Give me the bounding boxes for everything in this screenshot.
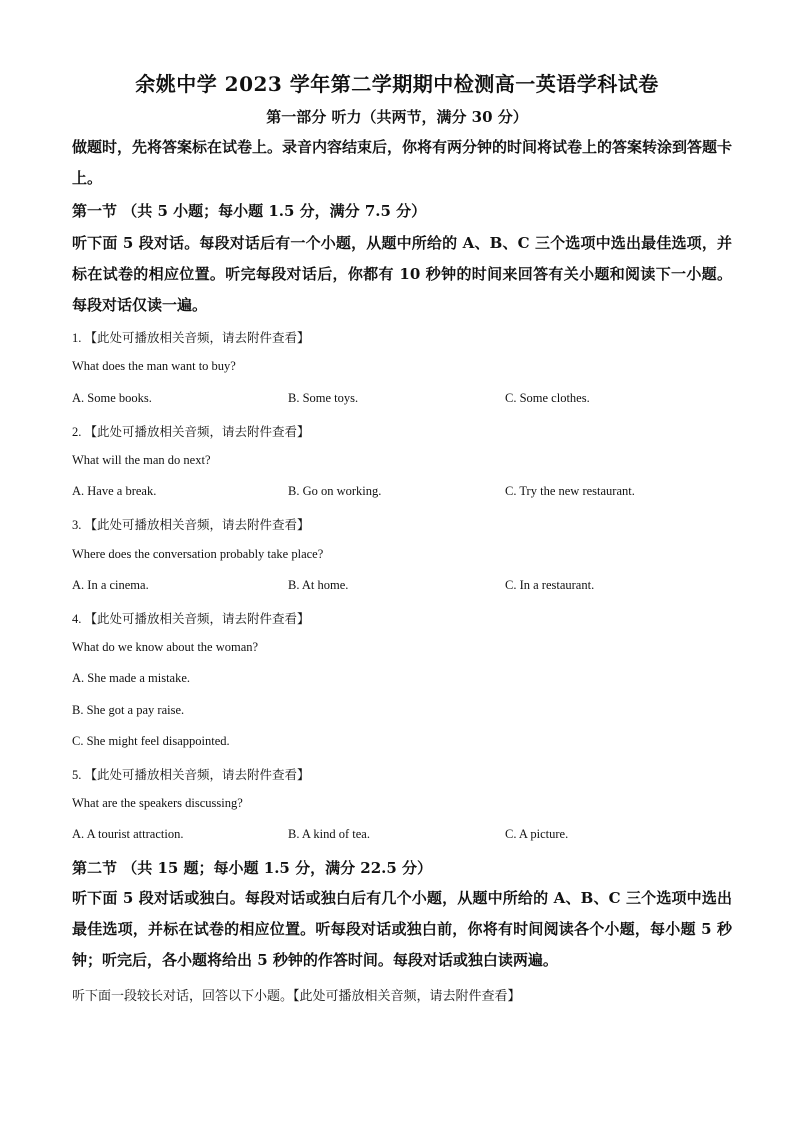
section2-heading: 第二节 （共 15 题；每小题 1.5 分，满分 22.5 分） (72, 859, 433, 877)
q2-option-c: C. Try the new restaurant. (505, 484, 635, 498)
q3-option-b: B. At home. (288, 578, 349, 592)
q5-option-a: A. A tourist attraction. (72, 827, 184, 841)
audio-placeholder[interactable]: 【此处可播放相关音频，请去附件查看】 (84, 517, 310, 532)
question-3-audio[interactable] (72, 515, 310, 533)
question-number: 1. (72, 331, 82, 345)
question-1-audio[interactable] (72, 328, 310, 346)
section2-audio-note[interactable]: 听下面一段较长对话，回答以下小题。【此处可播放相关音频，请去附件查看】 (72, 989, 521, 1004)
q4-option-b: B. She got a pay raise. (72, 703, 185, 717)
question-number: 4. (72, 612, 82, 626)
question-number: 3. (72, 518, 82, 532)
q1-option-b: B. Some toys. (288, 391, 359, 405)
question-4-audio[interactable] (72, 609, 310, 627)
intro-paragraph: 做题时，先将答案标在试卷上。录音内容结束后，你将有两分钟的时间将试卷上的答案转涂到答题卡上。 (72, 138, 733, 187)
question-5-text: What are the speakers discussing? (72, 796, 243, 810)
q5-option-b: B. A kind of tea. (288, 827, 370, 841)
question-5-audio[interactable] (72, 765, 310, 783)
question-2-text: What will the man do next? (72, 453, 211, 467)
question-3-text: Where does the conversation probably take place? (72, 547, 324, 561)
question-1-text: What does the man want to buy? (72, 359, 236, 373)
audio-placeholder[interactable]: 【此处可播放相关音频，请去附件查看】 (84, 767, 310, 782)
question-4-text: What do we know about the woman? (72, 640, 259, 654)
question-number: 5. (72, 768, 82, 782)
page-title: 余姚中学 2023 学年第二学期期中检测高一英语学科试卷 (135, 72, 659, 96)
section2-instructions: 听下面 5 段对话或独白。每段对话或独白后有几个小题，从题中所给的 A、B、C 三个选项中选出最佳选项，并标在试卷的相应位置。听每段对话或独白前，你将有时间阅读各个小题，每小题 5 秒钟；听完后，各小题将给出 5 秒钟的作答时间。每段对话或独白读两遍。 (72, 889, 732, 969)
q1-option-c: C. Some clothes. (505, 391, 590, 405)
question-number: 2. (72, 425, 82, 439)
q3-option-a: A. In a cinema. (72, 578, 149, 592)
q2-option-a: A. Have a break. (72, 484, 157, 498)
question-2-audio[interactable] (72, 422, 310, 440)
q2-option-b: B. Go on working. (288, 484, 382, 498)
section1-heading: 第一节 （共 5 小题；每小题 1.5 分，满分 7.5 分） (72, 202, 427, 220)
audio-placeholder[interactable]: 【此处可播放相关音频，请去附件查看】 (84, 611, 310, 626)
audio-placeholder[interactable]: 【此处可播放相关音频，请去附件查看】 (84, 330, 310, 345)
q4-option-c: C. She might feel disappointed. (72, 734, 230, 748)
q4-option-a: A. She made a mistake. (72, 671, 191, 685)
q3-option-c: C. In a restaurant. (505, 578, 595, 592)
part-subtitle: 第一部分 听力（共两节，满分 30 分） (266, 108, 528, 126)
audio-placeholder[interactable]: 【此处可播放相关音频，请去附件查看】 (84, 424, 310, 439)
q5-option-c: C. A picture. (505, 827, 569, 841)
section1-instructions: 听下面 5 段对话。每段对话后有一个小题，从题中所给的 A、B、C 三个选项中选出最佳选项，并标在试卷的相应位置。听完每段对话后，你都有 10 秒钟的时间来回答有关小题和阅读下一小题。每段对话仅读一遍。 (72, 234, 732, 314)
q1-option-a: A. Some books. (72, 391, 152, 405)
